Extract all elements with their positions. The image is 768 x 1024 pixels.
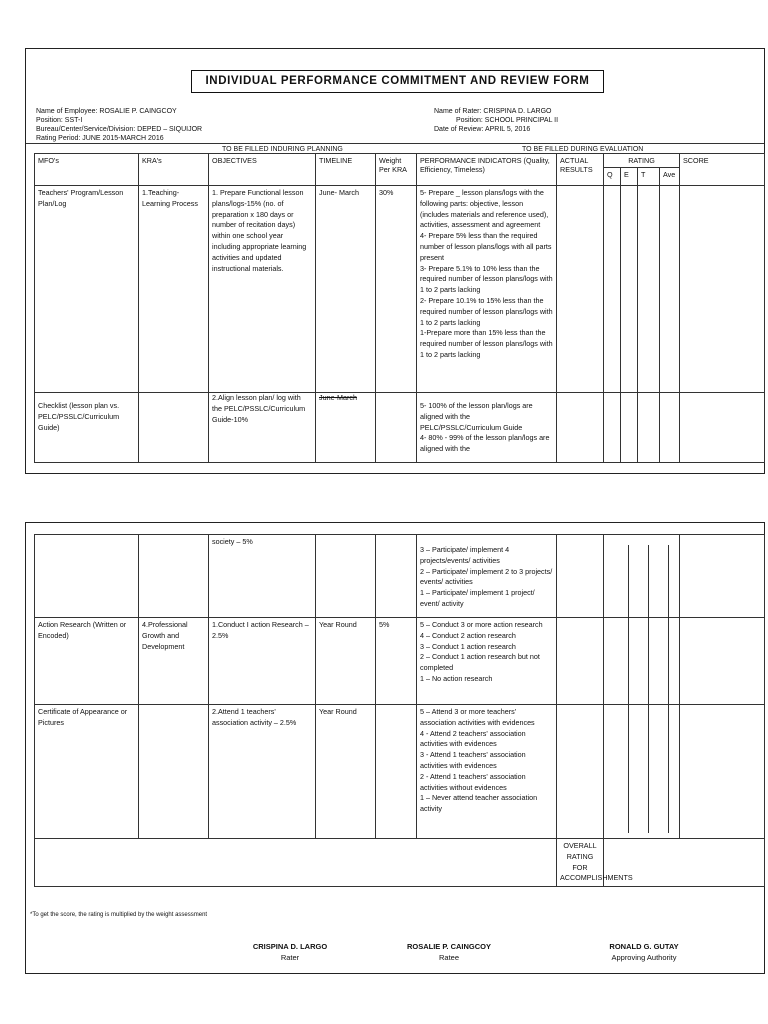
weight-cell	[376, 393, 417, 463]
kra-cell: 4.Professional Growth and Development	[139, 618, 209, 705]
signatory-role: Approving Authority	[611, 953, 677, 962]
timeline-cell: June-March	[316, 393, 376, 463]
weight-cell: 5%	[376, 618, 417, 705]
mfo-cell: Checklist (lesson plan vs. PELC/PSSLC/Curriculum Guide)	[35, 393, 139, 463]
commitment-table	[34, 153, 765, 463]
weight-cell	[376, 705, 417, 839]
actual-results-cell	[557, 705, 604, 839]
overall-blank-cell	[35, 839, 557, 887]
actual-results-cell	[557, 393, 604, 463]
actual-results-cell	[557, 618, 604, 705]
signatory-name: CRISPINA D. LARGO	[252, 942, 328, 951]
signatory-role: Ratee	[438, 953, 459, 962]
rating-q-cell	[604, 393, 621, 463]
col-indicators: PERFORMANCE INDICATORS (Quality, Efficiency, Timeless)	[417, 154, 557, 186]
timeline-cell	[316, 535, 376, 618]
rating-ave-cell	[660, 393, 680, 463]
col-kra: KRA's	[139, 154, 209, 186]
rating-t-cell	[638, 393, 660, 463]
overall-rating-label: OVERALL RATING FOR ACCOMPLISHMENTS	[557, 839, 604, 887]
indicators-cell: 5- Prepare _ lesson plans/logs with the following parts: objective, lesson (includes materials and reference used), activities, assessment and agreement 4- Prepare 5% less than the required number of lesson plans/logs with all parts present 3- Prepare 5.1% to 10% less than the required number of lesson plans/logs with 1 to 2 parts lacking 2- Prepare 10.1% to 15% less than the required number of lesson plans/logs with 1 to 2 parts lacking 1-Prepare more than 15% less than the required number of lesson plans/logs with 1 to 2 parts lacking	[417, 186, 557, 393]
employee-position: Position: SST-I	[36, 117, 83, 124]
commitment-table-continued	[34, 534, 765, 887]
form-page-2	[25, 522, 765, 974]
signatory-name: RONALD G. GUTAY	[609, 942, 679, 951]
kra-cell	[139, 393, 209, 463]
indicators-cell: 5 – Conduct 3 or more action research 4 – Conduct 2 action research 3 – Conduct 1 action research 2 – Conduct 1 action research but not completed 1 – No action research	[417, 618, 557, 705]
timeline-cell: Year Round	[316, 705, 376, 839]
rater-name: Name of Rater: CRISPINA D. LARGO	[434, 108, 552, 115]
objective-cell: 1.Conduct I action Research – 2.5%	[209, 618, 316, 705]
kra-cell: 1.Teaching-Learning Process	[139, 186, 209, 393]
score-cell	[680, 535, 765, 618]
actual-results-cell	[557, 535, 604, 618]
rater-position: Position: SCHOOL PRINCIPAL II	[456, 117, 559, 124]
timeline-cell: June- March	[316, 186, 376, 393]
rating-t-cell	[638, 186, 660, 393]
indicators-cell: 5 – Attend 3 or more teachers' association activities with evidences 4 - Attend 2 teachers' association activities with evidences 3 - Attend 1 teachers' association activities with evidences 2 - Attend 1 teachers' association activities without evidences 1 – Never attend teacher association activity	[417, 705, 557, 839]
signatory-role: Rater	[280, 953, 300, 962]
score-cell	[680, 393, 765, 463]
score-cell	[680, 618, 765, 705]
rating-period: Rating Period: JUNE 2015-MARCH 2016	[36, 135, 164, 142]
table-row	[35, 186, 765, 393]
objective-cell: society – 5%	[209, 535, 316, 618]
mfo-cell: Action Research (Written or Encoded)	[35, 618, 139, 705]
rating-ave-cell	[660, 186, 680, 393]
rating-divider-line	[648, 545, 649, 833]
mfo-cell: Certificate of Appearance or Pictures	[35, 705, 139, 839]
header-divider	[26, 143, 764, 144]
rating-q-cell	[604, 186, 621, 393]
kra-cell	[139, 535, 209, 618]
timeline-cell: Year Round	[316, 618, 376, 705]
form-page-1	[25, 48, 765, 474]
col-mfo: MFO's	[35, 154, 139, 186]
signature-ratee	[374, 941, 524, 963]
overall-rating-row	[35, 839, 765, 887]
col-score: SCORE	[680, 154, 765, 186]
objective-cell: 2.Attend 1 teachers' association activity – 2.5%	[209, 705, 316, 839]
indicators-cell: 3 – Participate/ implement 4 projects/events/ activities 2 – Participate/ implement 2 to 3 projects/ events/ activities 1 – Participate/ implement 1 project/ event/ activity	[417, 535, 557, 618]
signature-approving-authority	[569, 941, 719, 963]
col-q: Q	[604, 168, 621, 186]
table-row	[35, 393, 765, 463]
indicators-cell: 5- 100% of the lesson plan/logs are aligned with the PELC/PSSLC/Curriculum Guide 4- 80% - 99% of the lesson plan/logs are aligned with the	[417, 393, 557, 463]
overall-score-value	[680, 839, 765, 887]
rating-divider-line	[628, 545, 629, 833]
table-row	[35, 618, 765, 705]
employee-name: Name of Employee: ROSALIE P. CAINGCOY	[36, 108, 177, 115]
col-weight: Weight Per KRA	[376, 154, 417, 186]
table-row	[35, 535, 765, 618]
col-e: E	[621, 168, 638, 186]
mfo-cell: Teachers' Program/Lesson Plan/Log	[35, 186, 139, 393]
weight-cell	[376, 535, 417, 618]
col-ave: Ave	[660, 168, 680, 186]
signature-rater	[215, 941, 365, 963]
col-objectives: OBJECTIVES	[209, 154, 316, 186]
rating-e-cell	[621, 393, 638, 463]
form-title: INDIVIDUAL PERFORMANCE COMMITMENT AND REVIEW FORM	[191, 70, 604, 93]
table-row	[35, 705, 765, 839]
objective-cell: 1. Prepare Functional lesson plans/logs-15% (no. of preparation x 180 days or number of recitation days) within one school year including appropriate learning activities and updated instructional materials.	[209, 186, 316, 393]
score-cell	[680, 186, 765, 393]
score-footnote: *To get the score, the rating is multiplied by the weight assessment	[30, 912, 208, 918]
col-rating: RATING	[604, 154, 680, 168]
score-cell	[680, 705, 765, 839]
col-actual-results: ACTUAL RESULTS	[557, 154, 604, 186]
actual-results-cell	[557, 186, 604, 393]
col-t: T	[638, 168, 660, 186]
evaluation-header: TO BE FILLED DURING EVALUATION	[522, 146, 644, 153]
date-of-review: Date of Review: APRIL 5, 2016	[434, 126, 531, 133]
kra-cell	[139, 705, 209, 839]
rating-e-cell	[621, 186, 638, 393]
signatory-name: ROSALIE P. CAINGCOY	[406, 942, 492, 951]
mfo-cell	[35, 535, 139, 618]
employee-bureau: Bureau/Center/Service/Division: DEPED – SIQUIJOR	[36, 126, 203, 133]
objective-cell: 2.Align lesson plan/ log with the PELC/PSSLC/Curriculum Guide-10%	[209, 393, 316, 463]
rating-divider-line	[668, 545, 669, 833]
planning-header: TO BE FILLED INDURING PLANNING	[222, 146, 343, 153]
weight-cell: 30%	[376, 186, 417, 393]
col-timeline: TIMELINE	[316, 154, 376, 186]
